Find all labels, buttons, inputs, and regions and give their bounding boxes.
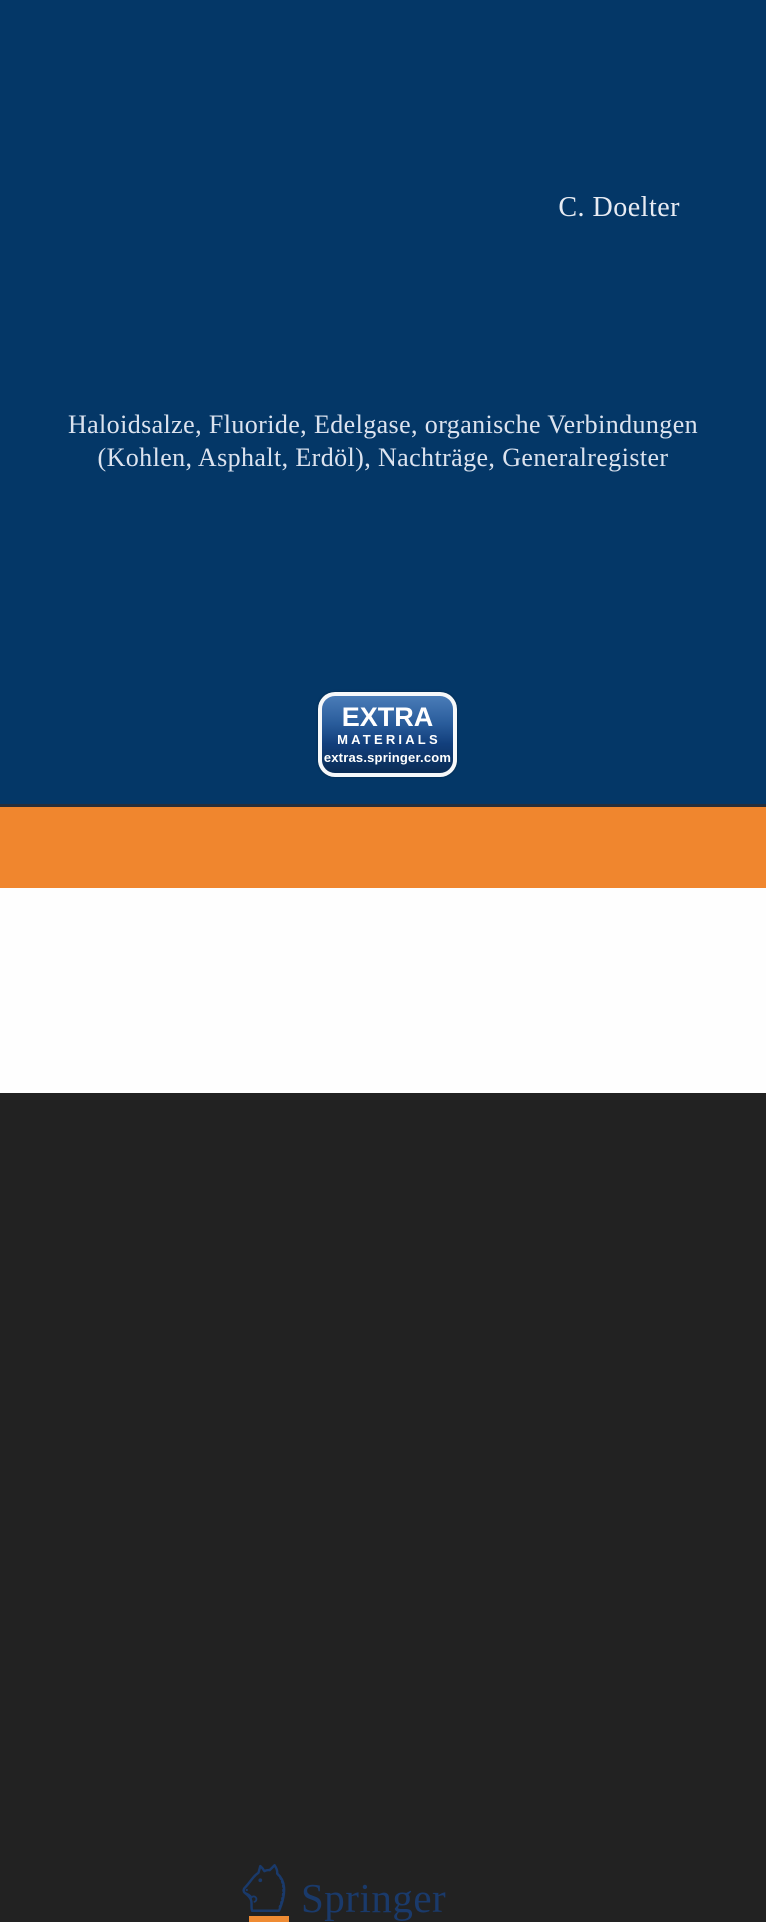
book-title-line-2: (Kohlen, Asphalt, Erdöl), Nachträge, Generalregister: [97, 443, 669, 472]
orange-accent-band: [0, 807, 766, 888]
author-name: C. Doelter: [558, 192, 680, 223]
badge-subheading: MATERIALS: [337, 732, 441, 747]
book-title-line-1: Haloidsalze, Fluoride, Edelgase, organische Verbindungen: [67, 410, 699, 439]
extra-materials-badge: [318, 692, 457, 777]
badge-url: extras.springer.com: [323, 750, 452, 765]
logo-orange-underline: [249, 1916, 289, 1922]
springer-horse-icon: [240, 1862, 290, 1914]
publisher-footer: [0, 888, 766, 1921]
extra-materials-badge-inner: [322, 696, 453, 773]
publisher-wordmark: Springer: [301, 1875, 447, 1921]
cover-background: [0, 0, 766, 804]
badge-heading: EXTRA: [341, 702, 434, 732]
book-title: [0, 408, 766, 474]
